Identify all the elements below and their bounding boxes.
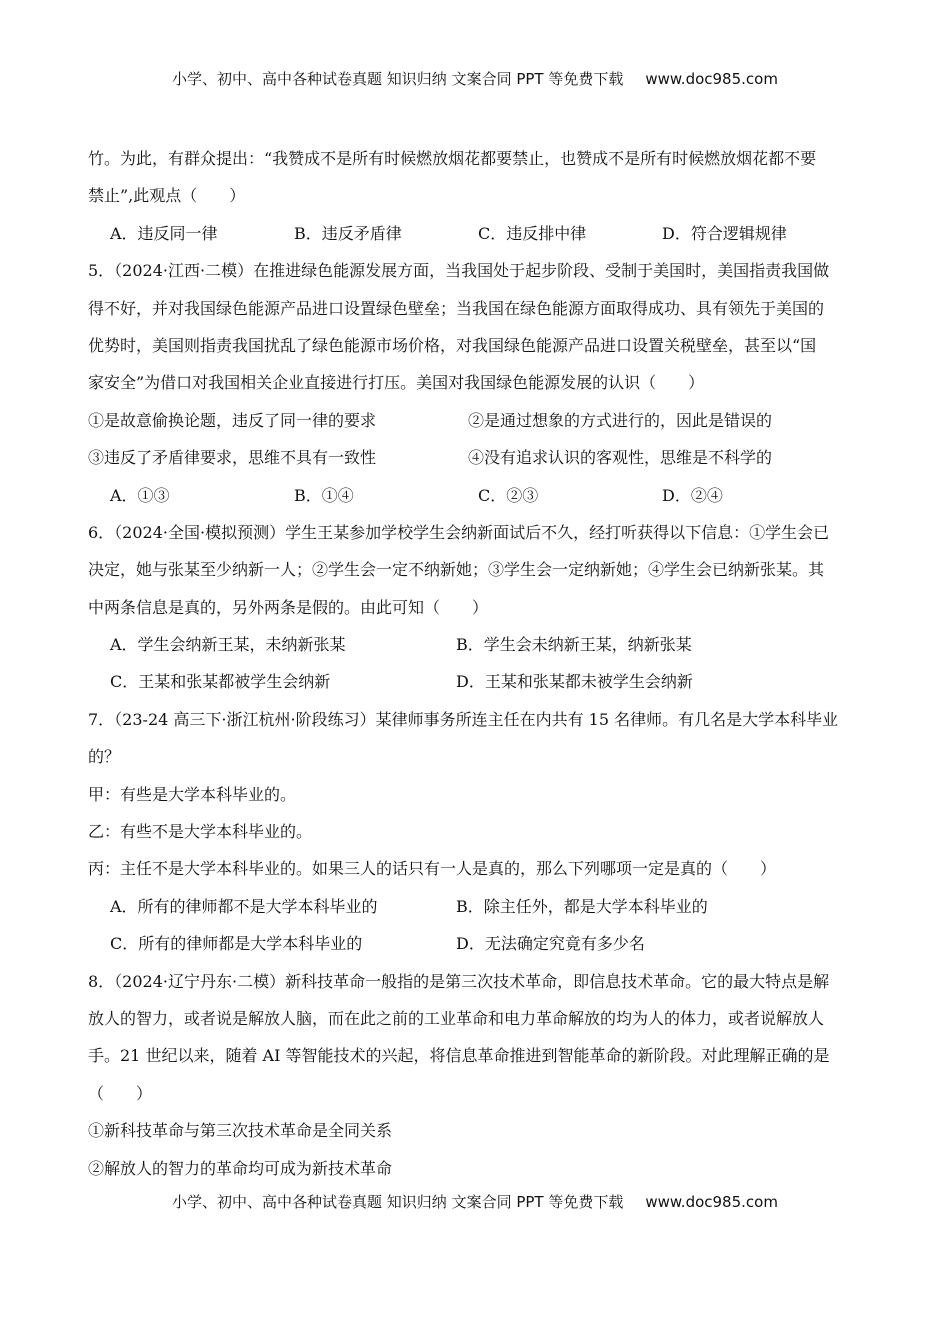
text-line: 乙：有些不是大学本科毕业的。 (88, 822, 313, 842)
q5-statements-row1 (88, 402, 862, 439)
q4-option-b: B．违反矛盾律 (294, 223, 402, 243)
q5-statement-2: ②是通过想象的方式进行的，因此是错误的 (468, 410, 773, 430)
q6-option-c: C．王某和张某都被学生会纳新 (110, 672, 331, 692)
page-footer (0, 1191, 950, 1212)
q8-statement-2: ②解放人的智力的革命均可成为新技术革命 (88, 1158, 393, 1178)
q6-option-b: B．学生会未纳新王某，纳新张某 (456, 635, 692, 655)
q4-options (88, 215, 862, 252)
q6-options-row2 (88, 663, 862, 700)
q7-option-b: B．除主任外，都是大学本科毕业的 (456, 896, 708, 916)
q7-option-a: A．所有的律师都不是大学本科毕业的 (110, 896, 378, 916)
q5-statement-1: ①是故意偷换论题，违反了同一律的要求 (88, 410, 377, 430)
q7-option-c: C．所有的律师都是大学本科毕业的 (110, 934, 363, 954)
q8-statement-1: ①新科技革命与第三次技术革命是全同关系 (88, 1121, 393, 1141)
text-line: 的？ (88, 747, 121, 767)
text-line: 家安全”为借口对我国相关企业直接进行打压。美国对我国绿色能源发展的认识（ ） (88, 373, 705, 393)
q5-statement-4: ④没有追求认识的客观性，思维是不科学的 (468, 448, 773, 468)
q5-statement-3: ③违反了矛盾律要求，思维不具有一致性 (88, 448, 377, 468)
text-line: 放人的智力，或者说是解放人脑，而在此之前的工业革命和电力革命解放的均为人的体力，或者说解放人 (88, 1008, 825, 1028)
text-line: 优势时，美国则指责我国扰乱了绿色能源市场价格，对我国绿色能源产品进口设置关税壁垒，甚至以“国 (88, 335, 817, 355)
q7-option-d: D．无法确定究竟有多少名 (456, 934, 645, 954)
q8-stem: 8．（2024·辽宁丹东·二模）新科技革命一般指的是第三次技术革命，即信息技术革命。它的最大特点是解 (88, 971, 830, 991)
q6-stem: 6．（2024·全国·模拟预测）学生王某参加学校学生会纳新面试后不久，经打听获得以下信息：①学生会已 (88, 522, 830, 542)
text-line: 甲：有些是大学本科毕业的。 (88, 784, 297, 804)
text-line: 丙：主任不是大学本科毕业的。如果三人的话只有一人是真的，那么下列哪项一定是真的（ ） (88, 859, 777, 879)
q4-option-d: D．符合逻辑规律 (662, 223, 787, 243)
q5-options (88, 477, 862, 514)
q7-options-row1 (88, 888, 862, 925)
q5-statements-row2 (88, 439, 862, 476)
q5-stem: 5．（2024·江西·二模）在推进绿色能源发展方面，当我国处于起步阶段、受制于美国时，美国指责我国做 (88, 261, 830, 281)
text-line: 禁止”,此观点（ ） (88, 186, 246, 206)
q6-option-a: A．学生会纳新王某，未纳新张某 (110, 635, 346, 655)
q5-option-b: B．①④ (294, 485, 354, 505)
text-line: 手。21 世纪以来，随着 AI 等智能技术的兴起，将信息革命推进到智能革命的新阶段。对此理解正确的是 (88, 1046, 830, 1066)
footer-text: 小学、初中、高中各种试卷真题 知识归纳 文案合同 PPT 等免费下载 (172, 1193, 624, 1211)
header-url[interactable]: www.doc985.com (645, 70, 778, 88)
q5-option-c: C．②③ (478, 485, 539, 505)
q7-options-row2 (88, 925, 862, 962)
q4-option-a: A．违反同一律 (110, 223, 218, 243)
text-line: （ ） (88, 1083, 153, 1103)
q4-option-c: C．违反排中律 (478, 223, 587, 243)
q5-option-d: D．②④ (662, 485, 723, 505)
footer-url[interactable]: www.doc985.com (645, 1193, 778, 1211)
header-text: 小学、初中、高中各种试卷真题 知识归纳 文案合同 PPT 等免费下载 (172, 70, 624, 88)
q6-option-d: D．王某和张某都未被学生会纳新 (456, 672, 693, 692)
page-header (0, 68, 950, 89)
q5-option-a: A．①③ (110, 485, 170, 505)
text-line: 竹。为此，有群众提出：“我赞成不是所有时候燃放烟花都要禁止，也赞成不是所有时候燃放烟花都不要 (88, 149, 817, 168)
q7-stem: 7．（23-24 高三下·浙江杭州·阶段练习）某律师事务所连主任在内共有 15 名律师。有几名是大学本科毕业 (88, 709, 839, 729)
text-line: 中两条信息是真的，另外两条是假的。由此可知（ ） (88, 597, 489, 617)
text-line: 得不好，并对我国绿色能源产品进口设置绿色壁垒；当我国在绿色能源方面取得成功、具有领先于美国的 (88, 298, 825, 318)
q6-options-row1 (88, 626, 862, 663)
question-content (88, 140, 862, 1187)
text-line: 决定，她与张某至少纳新一人；②学生会一定不纳新她；③学生会一定纳新她；④学生会已纳新张某。其 (88, 560, 825, 580)
